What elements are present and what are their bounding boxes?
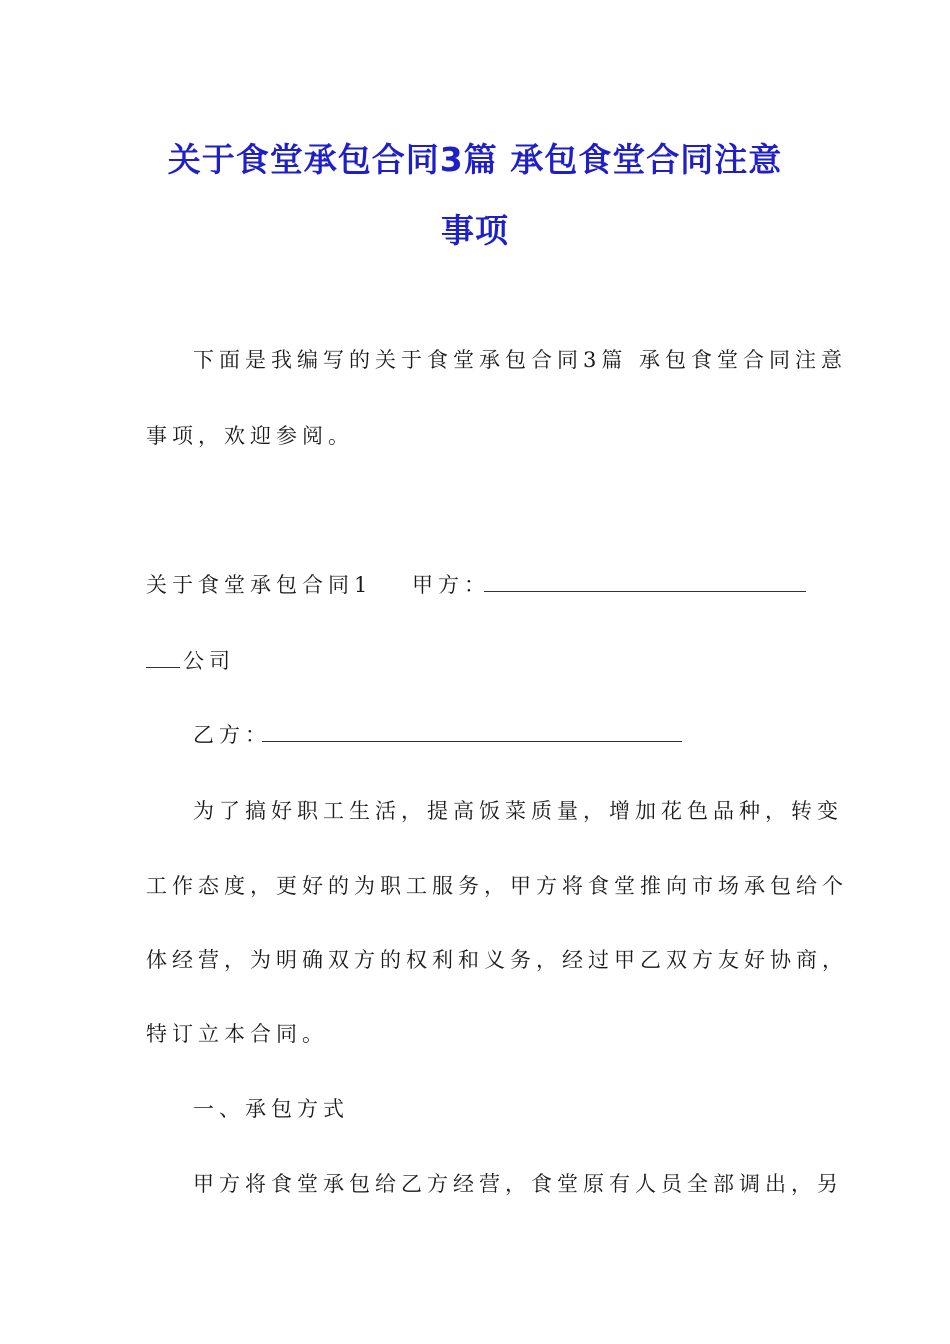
- party-a-blank-continuation: [146, 647, 180, 675]
- paragraph-1-line-3: 体经营，为明确双方的权利和义务，经过甲乙双方友好协商，: [146, 948, 848, 972]
- intro-line-2: 事项，欢迎参阅。: [146, 424, 354, 448]
- party-b-label: 乙方：: [193, 723, 271, 747]
- intro-line-1: 下面是我编写的关于食堂承包合同3篇 承包食堂合同注意: [193, 348, 848, 372]
- section-1-heading: 一、承包方式: [193, 1097, 349, 1121]
- paragraph-1-line-4: 特订立本合同。: [146, 1022, 328, 1046]
- document-title-line-2: 事项: [441, 211, 509, 250]
- paragraph-1-line-1: 为了搞好职工生活，提高饭菜质量，增加花色品种，转变: [193, 799, 843, 823]
- party-a-label: 甲方：: [412, 573, 490, 597]
- section-1-line-1: 甲方将食堂承包给乙方经营，食堂原有人员全部调出，另: [193, 1172, 843, 1196]
- party-a-suffix: 公司: [183, 649, 235, 673]
- document-title-line-1: 关于食堂承包合同3篇 承包食堂合同注意: [167, 140, 783, 179]
- contract-heading: 关于食堂承包合同1: [146, 573, 373, 597]
- party-b-blank-line: [262, 721, 682, 749]
- party-a-blank-line: [484, 571, 806, 599]
- paragraph-1-line-2: 工作态度，更好的为职工服务，甲方将食堂推向市场承包给个: [146, 874, 848, 898]
